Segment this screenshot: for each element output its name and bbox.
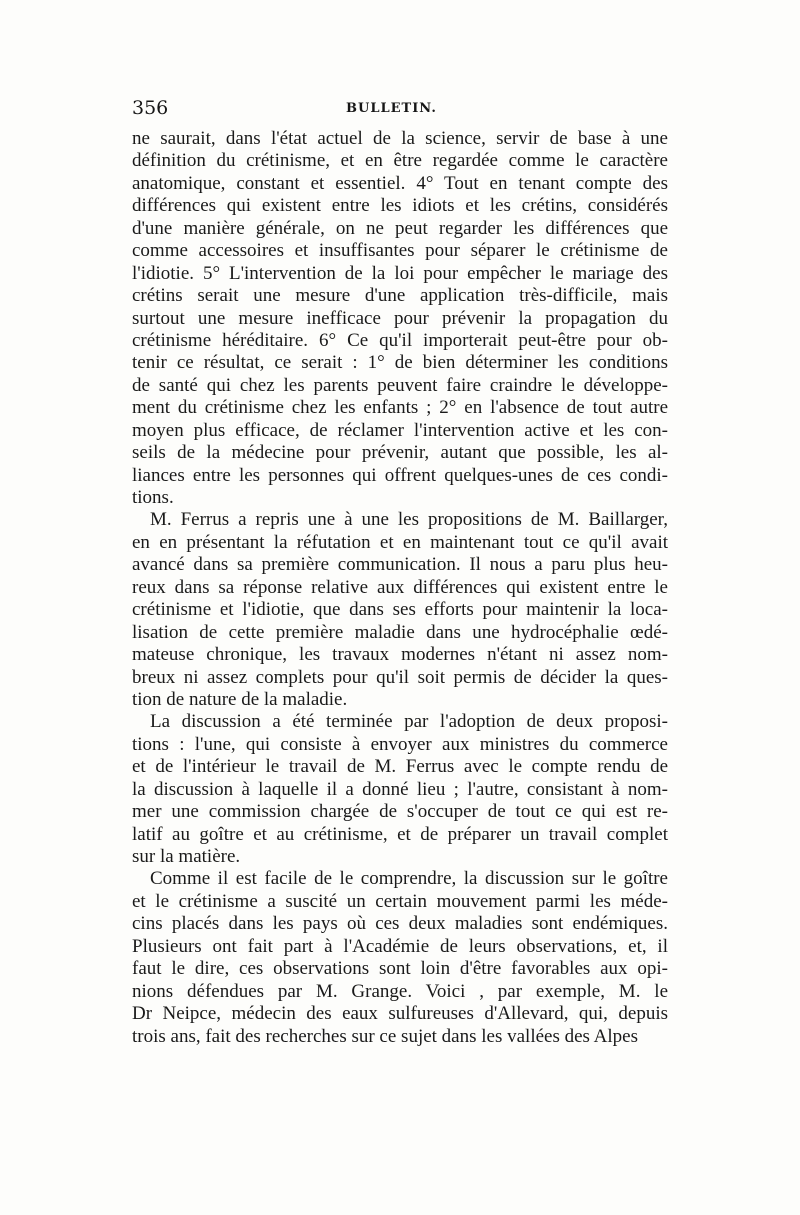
running-head: BULLETIN.: [346, 101, 437, 116]
text-line: mer une commission chargée de s'occuper de tout ce qui est re-: [132, 801, 668, 823]
text-line: latif au goître et au crétinisme, et de préparer un travail complet: [132, 823, 668, 845]
text-line: trois ans, fait des recherches sur ce sujet dans les vallées des Alpes: [132, 1025, 638, 1047]
text-line: l'idiotie. 5° L'intervention de la loi pour empêcher le mariage des: [132, 262, 668, 284]
text-line: de santé qui chez les parents peuvent faire craindre le développe-: [132, 374, 668, 396]
text-line: définition du crétinisme, et en être regardée comme le caractère: [132, 150, 668, 172]
text-line: Plusieurs ont fait part à l'Académie de leurs observations, et, il: [132, 935, 668, 957]
text-line: Comme il est facile de le comprendre, la discussion sur le goître: [150, 868, 668, 890]
text-line: seils de la médecine pour prévenir, autant que possible, les al-: [132, 442, 668, 464]
text-line: tions : l'une, qui consiste à envoyer aux ministres du commerce: [132, 733, 668, 755]
text-line: ment du crétinisme chez les enfants ; 2° en l'absence de tout autre: [132, 397, 668, 419]
text-line: surtout une mesure inefficace pour prévenir la propagation du: [132, 307, 668, 329]
text-line: La discussion a été terminée par l'adoption de deux proposi-: [150, 711, 668, 733]
text-line: d'une manière générale, on ne peut regarder les différences que: [132, 217, 668, 239]
page-number: 356: [132, 97, 169, 119]
paragraph: [132, 509, 668, 711]
body-text: [132, 128, 668, 1048]
text-line: ne saurait, dans l'état actuel de la science, servir de base à une: [132, 128, 668, 149]
text-line: tions.: [132, 487, 174, 508]
text-line: comme accessoires et insuffisantes pour séparer le crétinisme de: [132, 240, 668, 262]
text-line: tenir ce résultat, ce serait : 1° de bien déterminer les conditions: [132, 352, 668, 374]
text-line: moyen plus efficace, de réclamer l'intervention active et les con-: [132, 419, 668, 441]
text-line: crétinisme et l'idiotie, que dans ses efforts pour maintenir la loca-: [132, 599, 668, 621]
page-header: [132, 96, 668, 120]
text-line: la discussion à laquelle il a donné lieu ; l'autre, consistant à nom-: [132, 778, 668, 800]
text-line: crétinisme héréditaire. 6° Ce qu'il importerait peut-être pour ob-: [132, 329, 668, 351]
text-line: différences qui existent entre les idiots et les crétins, considérés: [132, 195, 668, 217]
text-line: reux dans sa réponse relative aux différences qui existent entre le: [132, 576, 668, 598]
text-line: Dr Neipce, médecin des eaux sulfureuses d'Allevard, qui, depuis: [132, 1003, 668, 1025]
text-line: mateuse chronique, les travaux modernes n'étant ni assez nom-: [132, 644, 668, 666]
text-line: faut le dire, ces observations sont loin d'être favorables aux opi-: [132, 958, 668, 980]
text-line: nions défendues par M. Grange. Voici , par exemple, M. le: [132, 980, 668, 1002]
text-line: breux ni assez complets pour qu'il soit permis de décider la ques-: [132, 666, 668, 688]
text-line: et le crétinisme a suscité un certain mouvement parmi les méde-: [132, 890, 668, 912]
text-line: anatomique, constant et essentiel. 4° Tout en tenant compte des: [132, 172, 668, 194]
text-line: et de l'intérieur le travail de M. Ferrus avec le compte rendu de: [132, 756, 668, 778]
text-line: lisation de cette première maladie dans une hydrocéphalie œdé-: [132, 621, 668, 643]
text-line: cins placés dans les pays où ces deux maladies sont endémiques.: [132, 913, 668, 935]
text-line: liances entre les personnes qui offrent quelques-unes de ces condi-: [132, 464, 668, 486]
text-line: sur la matière.: [132, 846, 241, 867]
paragraph: [132, 868, 668, 1048]
text-line: en en présentant la réfutation et en maintenant tout ce qu'il avait: [132, 531, 668, 553]
text-line: tion de nature de la maladie.: [132, 688, 348, 710]
text-line: crétins serait une mesure d'une application très-difficile, mais: [132, 285, 668, 307]
paragraph: [132, 128, 668, 509]
text-line: avancé dans sa première communication. Il nous a paru plus heu-: [132, 554, 668, 576]
text-line: M. Ferrus a repris une à une les propositions de M. Baillarger,: [150, 509, 668, 531]
paragraph: [132, 711, 668, 868]
